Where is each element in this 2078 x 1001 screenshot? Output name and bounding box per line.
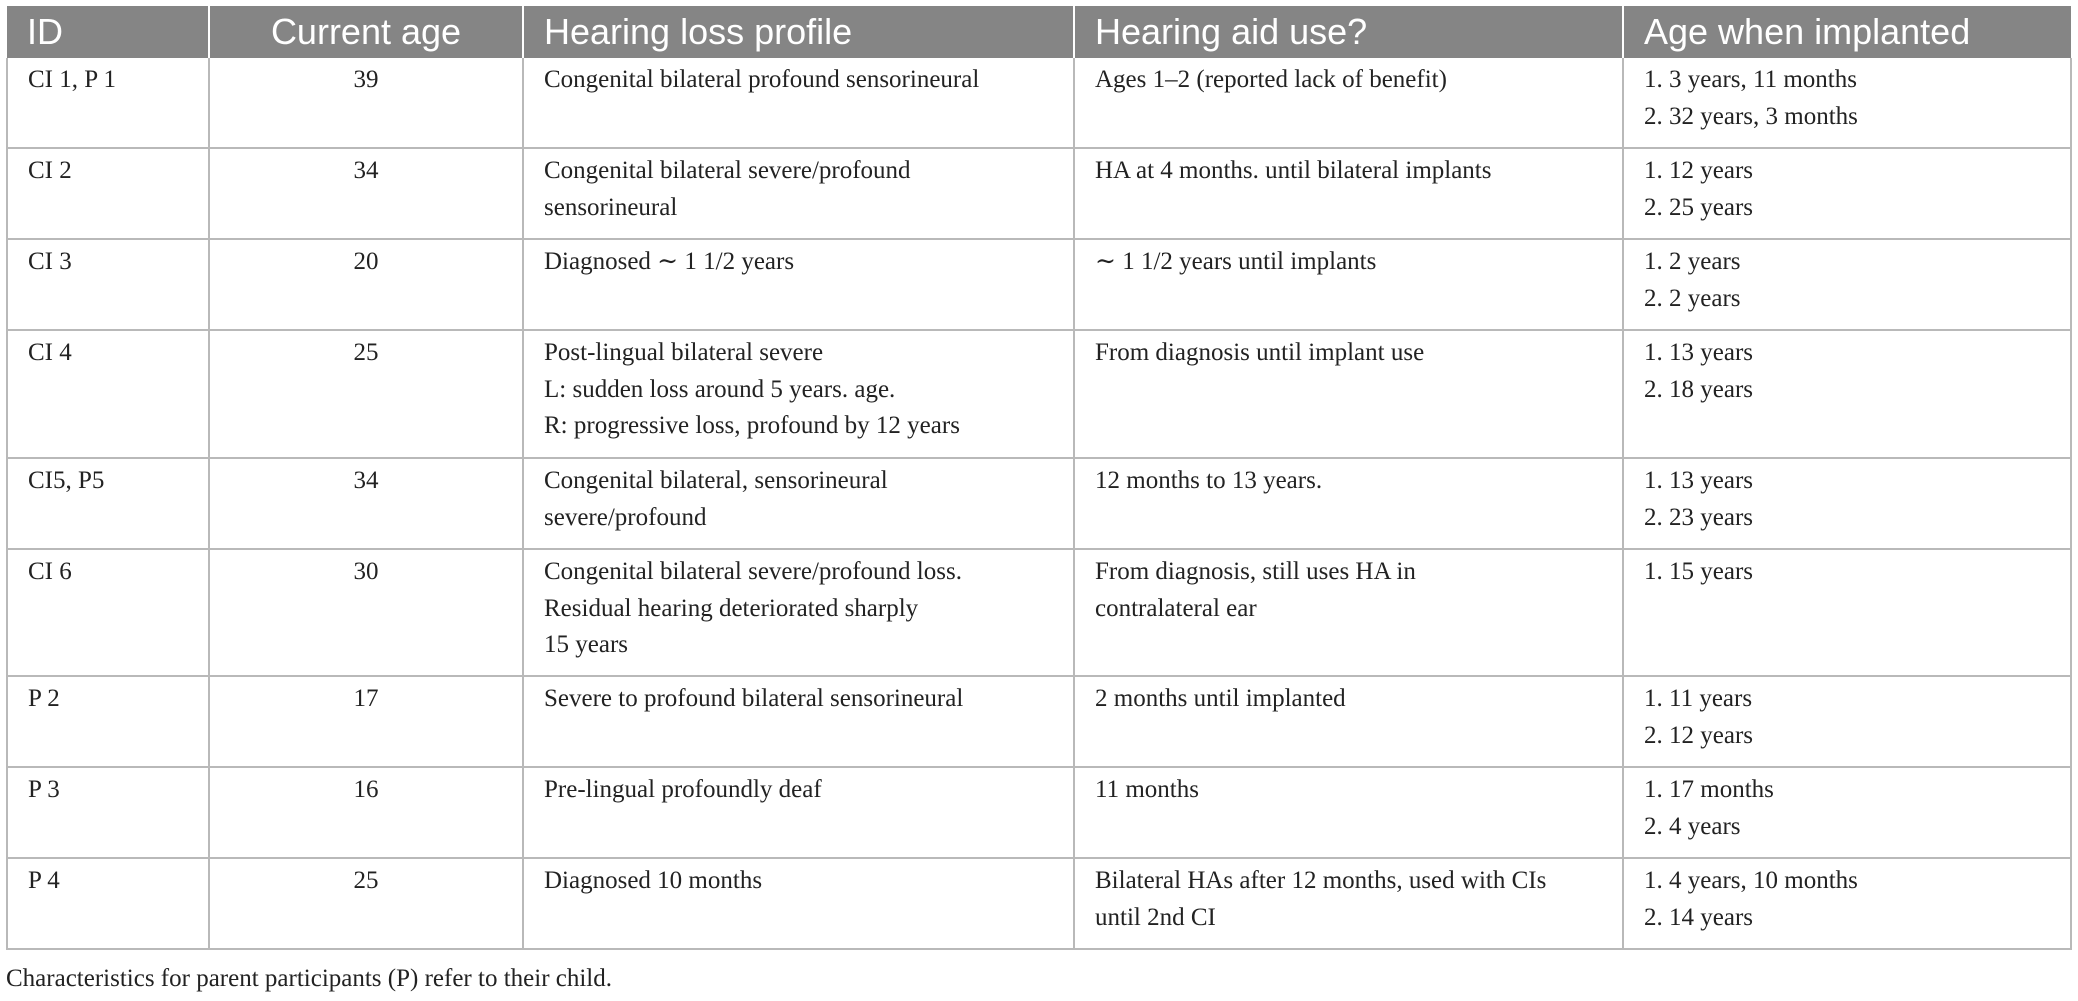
ha-use-line: HA at 4 months. until bilateral implants [1095, 157, 1492, 184]
implanted-line: 2. 14 years [1644, 903, 1753, 931]
table-row [7, 58, 2071, 148]
cell-current-age: 25 [209, 330, 523, 458]
cell-id: P 4 [7, 858, 209, 949]
cell-age-when-implanted [1623, 676, 2071, 767]
ha-use-line: From diagnosis until implant use [1095, 339, 1425, 366]
profile-line: Diagnosed 10 months [544, 867, 763, 894]
cell-age-when-implanted [1623, 58, 2071, 148]
implanted-line: 2. 23 years [1644, 503, 1753, 531]
ha-use-line: contralateral ear [1095, 594, 1257, 622]
participants-table [6, 6, 2072, 950]
cell-id: CI 6 [7, 549, 209, 676]
cell-id: CI 3 [7, 239, 209, 330]
ha-use-line: Ages 1–2 (reported lack of benefit) [1095, 66, 1447, 93]
implanted-line: 1. 3 years, 11 months [1644, 66, 1857, 93]
cell-hearing-aid-use [1074, 330, 1623, 458]
implanted-line: 1. 13 years [1644, 467, 1753, 494]
table-footnote: Characteristics for parent participants (P) refer to their child. [6, 965, 613, 992]
implanted-line: 2. 4 years [1644, 812, 1741, 840]
profile-line: 15 years [544, 631, 628, 658]
profile-line: Congenital bilateral severe/profound loss. [544, 558, 962, 585]
header-current-age: Current age [209, 6, 523, 58]
cell-id: CI 2 [7, 148, 209, 239]
cell-id: P 2 [7, 676, 209, 767]
cell-hearing-aid-use [1074, 239, 1623, 330]
profile-line: L: sudden loss around 5 years. age. [544, 375, 896, 403]
cell-hearing-loss-profile [523, 676, 1074, 767]
header-id: ID [7, 6, 209, 58]
implanted-line: 1. 15 years [1644, 558, 1753, 585]
cell-age-when-implanted [1623, 239, 2071, 330]
cell-hearing-loss-profile [523, 767, 1074, 858]
cell-id: CI 1, P 1 [7, 58, 209, 148]
cell-id: P 3 [7, 767, 209, 858]
participants-table-container [6, 6, 2070, 950]
cell-current-age: 39 [209, 58, 523, 148]
implanted-line: 2. 12 years [1644, 721, 1753, 749]
profile-line: Congenital bilateral severe/profound [544, 157, 911, 184]
cell-age-when-implanted [1623, 767, 2071, 858]
ha-use-line: 11 months [1095, 776, 1199, 803]
cell-current-age: 16 [209, 767, 523, 858]
implanted-line: 2. 25 years [1644, 193, 1753, 221]
cell-age-when-implanted [1623, 148, 2071, 239]
cell-hearing-aid-use [1074, 458, 1623, 549]
profile-line: severe/profound [544, 503, 707, 531]
table-row [7, 239, 2071, 330]
cell-age-when-implanted [1623, 858, 2071, 949]
cell-current-age: 30 [209, 549, 523, 676]
header-age-when-implanted: Age when implanted [1623, 6, 2071, 58]
cell-hearing-loss-profile [523, 549, 1074, 676]
table-row [7, 858, 2071, 949]
cell-hearing-loss-profile [523, 858, 1074, 949]
cell-current-age: 34 [209, 148, 523, 239]
cell-current-age: 25 [209, 858, 523, 949]
cell-current-age: 20 [209, 239, 523, 330]
implanted-line: 2. 32 years, 3 months [1644, 102, 1858, 130]
ha-use-line: until 2nd CI [1095, 903, 1216, 931]
table-row [7, 458, 2071, 549]
cell-id: CI 4 [7, 330, 209, 458]
cell-hearing-aid-use [1074, 549, 1623, 676]
implanted-line: 1. 12 years [1644, 157, 1753, 184]
cell-hearing-aid-use [1074, 58, 1623, 148]
table-row [7, 549, 2071, 676]
cell-age-when-implanted [1623, 458, 2071, 549]
cell-current-age: 34 [209, 458, 523, 549]
ha-use-line: Bilateral HAs after 12 months, used with CIs [1095, 867, 1547, 894]
cell-age-when-implanted [1623, 330, 2071, 458]
ha-use-line: ∼ 1 1/2 years until implants [1095, 248, 1377, 275]
profile-line: R: progressive loss, profound by 12 years [544, 412, 960, 439]
table-header-row [7, 6, 2071, 58]
profile-line: Diagnosed ∼ 1 1/2 years [544, 248, 795, 275]
profile-line: Congenital bilateral, sensorineural [544, 467, 888, 494]
cell-hearing-loss-profile [523, 458, 1074, 549]
cell-current-age: 17 [209, 676, 523, 767]
implanted-line: 2. 2 years [1644, 284, 1741, 312]
profile-line: Pre-lingual profoundly deaf [544, 776, 822, 803]
cell-hearing-aid-use [1074, 676, 1623, 767]
header-hearing-loss-profile: Hearing loss profile [523, 6, 1074, 58]
cell-hearing-aid-use [1074, 767, 1623, 858]
implanted-line: 1. 13 years [1644, 339, 1753, 366]
ha-use-line: 2 months until implanted [1095, 685, 1346, 712]
profile-line: Severe to profound bilateral sensorineural [544, 685, 964, 712]
cell-hearing-loss-profile [523, 239, 1074, 330]
implanted-line: 1. 2 years [1644, 248, 1741, 275]
cell-hearing-loss-profile [523, 330, 1074, 458]
implanted-line: 1. 4 years, 10 months [1644, 867, 1858, 894]
table-row [7, 330, 2071, 458]
profile-line: Post-lingual bilateral severe [544, 339, 824, 366]
profile-line: sensorineural [544, 193, 678, 221]
implanted-line: 1. 11 years [1644, 685, 1753, 712]
cell-age-when-implanted [1623, 549, 2071, 676]
cell-hearing-aid-use [1074, 148, 1623, 239]
cell-hearing-aid-use [1074, 858, 1623, 949]
profile-line: Residual hearing deteriorated sharply [544, 594, 919, 622]
cell-hearing-loss-profile [523, 148, 1074, 239]
profile-line: Congenital bilateral profound sensorineural [544, 66, 980, 93]
ha-use-line: From diagnosis, still uses HA in [1095, 558, 1416, 585]
cell-hearing-loss-profile [523, 58, 1074, 148]
cell-id: CI5, P5 [7, 458, 209, 549]
table-row [7, 676, 2071, 767]
ha-use-line: 12 months to 13 years. [1095, 467, 1323, 494]
table-row [7, 148, 2071, 239]
implanted-line: 1. 17 months [1644, 776, 1774, 803]
implanted-line: 2. 18 years [1644, 375, 1753, 403]
header-hearing-aid-use: Hearing aid use? [1074, 6, 1623, 58]
table-row [7, 767, 2071, 858]
